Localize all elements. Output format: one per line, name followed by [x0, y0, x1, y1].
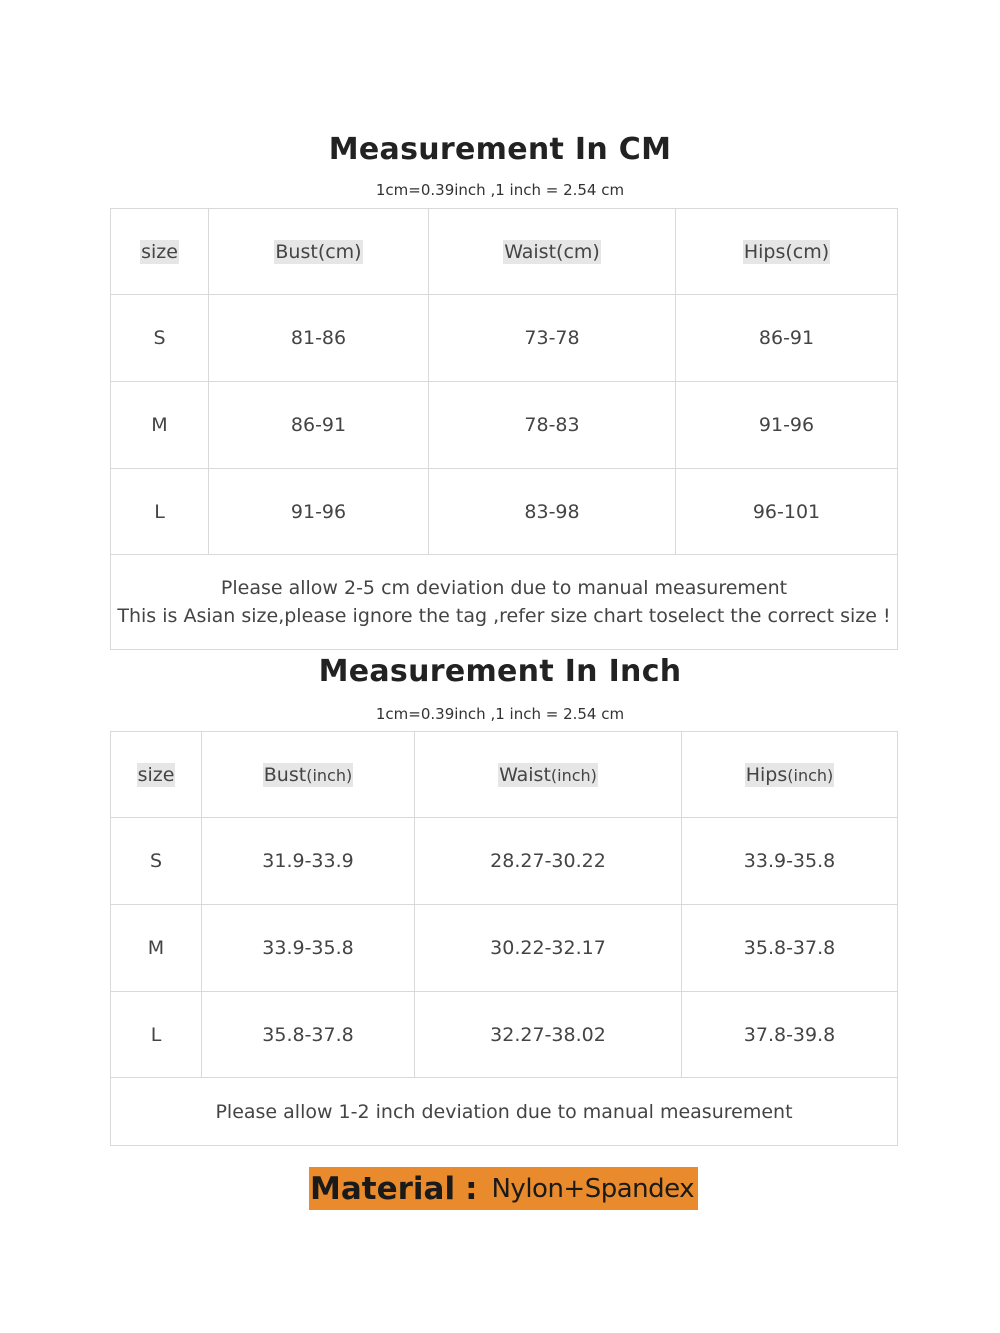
cm-header-size: size: [111, 209, 209, 295]
waist-cell: 28.27-30.22: [415, 818, 682, 905]
table-row: [111, 818, 898, 905]
cm-header-waist: Waist(cm): [429, 209, 676, 295]
material-separator: :: [465, 1170, 478, 1207]
table-row: [111, 992, 898, 1078]
inch-header-row: [111, 732, 898, 818]
cm-header-bust: Bust(cm): [209, 209, 429, 295]
cm-deviation-note: [111, 555, 898, 650]
hips-cell: 33.9-35.8: [682, 818, 898, 905]
bust-cell: 33.9-35.8: [202, 905, 415, 992]
bust-cell: 31.9-33.9: [202, 818, 415, 905]
cm-header-hips: Hips(cm): [676, 209, 898, 295]
material-value: Nylon+Spandex: [491, 1173, 695, 1204]
size-cell: L: [111, 469, 209, 555]
material-label: Material: [310, 1170, 456, 1207]
table-row: [111, 469, 898, 555]
bust-cell: 81-86: [209, 295, 429, 382]
hips-cell: 35.8-37.8: [682, 905, 898, 992]
inch-header-bust: Bust(inch): [202, 732, 415, 818]
inch-size-table: [110, 731, 898, 1146]
waist-cell: 78-83: [429, 382, 676, 469]
size-cell: M: [111, 382, 209, 469]
cm-deviation-line: Please allow 2-5 cm deviation due to manual measurement: [220, 577, 788, 599]
table-row: [111, 382, 898, 469]
hips-cell: 91-96: [676, 382, 898, 469]
inch-header-size: size: [111, 732, 202, 818]
cm-note-row: [111, 555, 898, 650]
inch-conversion-note: 1cm=0.39inch ,1 inch = 2.54 cm: [375, 705, 625, 723]
size-cell: L: [111, 992, 202, 1078]
asian-size-line: This is Asian size,please ignore the tag ,refer size chart toselect the correct size !: [117, 605, 891, 627]
waist-cell: 30.22-32.17: [415, 905, 682, 992]
hips-cell: 96-101: [676, 469, 898, 555]
material-banner: [309, 1167, 698, 1210]
cm-size-table: [110, 208, 898, 650]
table-row: [111, 295, 898, 382]
cm-conversion-note: 1cm=0.39inch ,1 inch = 2.54 cm: [375, 181, 625, 199]
hips-cell: 86-91: [676, 295, 898, 382]
inch-deviation-note: Please allow 1-2 inch deviation due to manual measurement: [111, 1078, 898, 1146]
size-cell: S: [111, 818, 202, 905]
table-row: [111, 905, 898, 992]
size-cell: M: [111, 905, 202, 992]
inch-header-hips: Hips(inch): [682, 732, 898, 818]
size-cell: S: [111, 295, 209, 382]
cm-header-row: [111, 209, 898, 295]
waist-cell: 83-98: [429, 469, 676, 555]
inch-note-row: [111, 1078, 898, 1146]
inch-section-title: Measurement In Inch: [318, 654, 682, 689]
waist-cell: 73-78: [429, 295, 676, 382]
hips-cell: 37.8-39.8: [682, 992, 898, 1078]
cm-section-title: Measurement In CM: [328, 132, 672, 167]
inch-header-waist: Waist(inch): [415, 732, 682, 818]
bust-cell: 35.8-37.8: [202, 992, 415, 1078]
bust-cell: 86-91: [209, 382, 429, 469]
waist-cell: 32.27-38.02: [415, 992, 682, 1078]
bust-cell: 91-96: [209, 469, 429, 555]
